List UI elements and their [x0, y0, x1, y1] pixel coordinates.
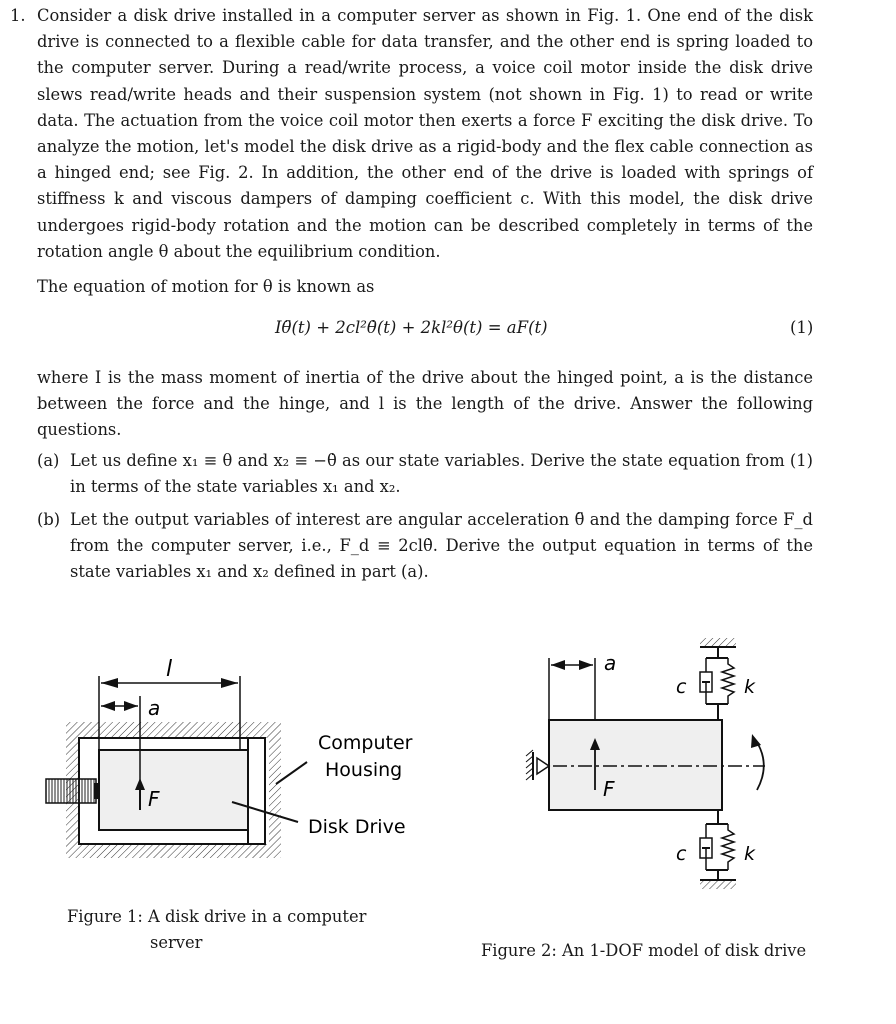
question-intro: Consider a disk drive installed in a computer server as shown in Fig. 1. One end of the disk drive is connected to a flexible cable for data transfer, and the other end is spring loaded to the computer server. During a read/write process, a voice coil motor inside the disk drive slews read/write heads and their suspension system (not shown in Fig. 1) to read or write data. The actuation from the voice coil motor then exerts a force F exciting the disk drive. To analyze the motion, let's model the disk drive as a rigid-body and the flex cable connection as a hinged end; see Fig. 2. In addition, the other end of the drive is loaded with springs of stiffness k and viscous dampers of damping coefficient c. With this model, the disk drive undergoes rigid-body rotation and the motion can be described completely in terms of the rotation angle θ about the equilibrium condition.: [37, 6, 813, 261]
fig2-label-F: F: [603, 777, 615, 801]
bottom-spring-damper: [700, 810, 736, 889]
label-disk-drive: Disk Drive: [308, 816, 406, 838]
figure1-caption-line2: server: [150, 933, 203, 952]
fig2-label-c-top: c: [676, 676, 687, 698]
fig2-label-c-bottom: c: [676, 843, 687, 865]
part-b-label: (b): [37, 510, 61, 529]
fig2-label-a: a: [604, 651, 617, 675]
equation-number: (1): [790, 318, 814, 337]
part-a-text: Let us define x₁ ≡ θ and x₂ ≡ −θ̇ as our state variables. Derive the state equation from (1) in terms of the state variables x₁ and x₂.: [70, 451, 813, 497]
hinge-support: [526, 750, 549, 780]
fig2-label-k-bottom: k: [744, 843, 756, 865]
where-paragraph: where I is the mass moment of inertia of the drive about the hinged point, a is the distance between the force and the hinge, and l is the length of the drive. Answer the following questions.: [37, 368, 813, 440]
eom-intro: The equation of motion for θ is known as: [37, 277, 375, 296]
figure1-caption-line1: Figure 1: A disk drive in a computer: [67, 907, 367, 926]
label-l: l: [166, 657, 173, 682]
label-computer: Computer: [318, 732, 413, 754]
label-housing: Housing: [325, 759, 403, 781]
rigid-body: [549, 720, 722, 810]
part-b-text: Let the output variables of interest are angular acceleration θ̈ and the damping force F_d from the computer server, i.e., F_d ≡ 2clθ̇. Derive the output equation in terms of the state variables x₁ and x₂ defined in part (a).: [70, 510, 813, 582]
question-number: 1.: [10, 6, 26, 25]
equation-of-motion: Iθ̈(t) + 2cl²θ̇(t) + 2kl²θ(t) = aF(t): [275, 318, 548, 337]
rotation-arrow: [757, 744, 764, 790]
fig2-label-k-top: k: [744, 676, 756, 698]
part-a-label: (a): [37, 451, 60, 470]
figure2-caption: Figure 2: An 1-DOF model of disk drive: [481, 941, 807, 960]
label-a: a: [148, 696, 161, 720]
label-F: F: [148, 787, 160, 811]
top-spring-damper: [700, 638, 736, 720]
